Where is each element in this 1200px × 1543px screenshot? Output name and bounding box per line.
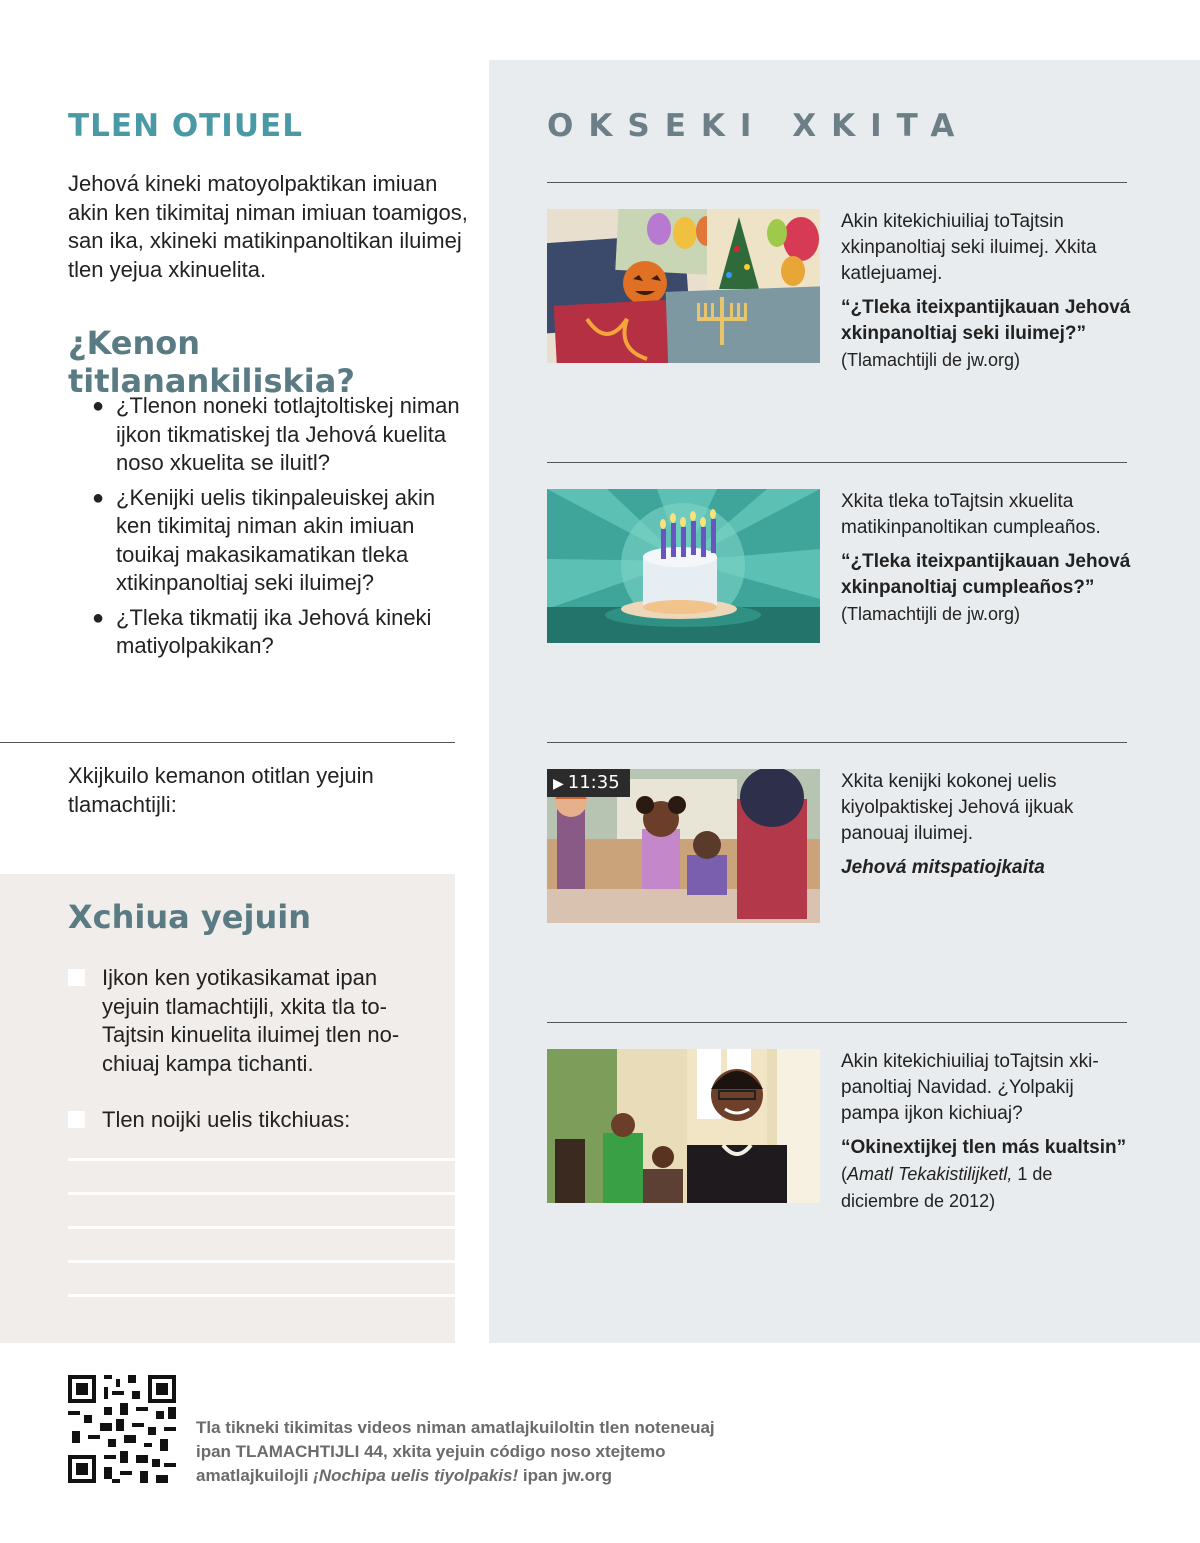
smiling-woman-photo[interactable] [547,1049,820,1203]
writing-line[interactable] [68,1192,455,1195]
bullet-icon: ● [92,395,105,417]
divider [547,182,1127,183]
question-item: ● ¿Kenijki uelis tikinpaleuiskej akin ken tikimitaj niman akin imiuan touikaj makasikamatikan tleka xtikinpanoltiaj seki iluimej? [92,484,436,595]
question-item: ● ¿Tlenon noneki totlajtoltiskej niman ijkon tikmatiskej tla Jehová kuelita noso xkuelita se iluitl? [92,393,460,475]
checkbox[interactable] [68,969,85,986]
writing-line[interactable] [68,1158,455,1161]
divider [547,1022,1127,1023]
questions-list [92,392,462,667]
watch-heading: OKSEKI XKITA [547,108,970,144]
summary-text: Jehová kineki matoyolpaktikan imiuan akin ken tikimitaj niman imiuan toamigos, san ika, xkineki matikinpanoltikan iluimej tlen yejua xkinuelita. [68,171,468,282]
resource-title[interactable]: Jehová mitspatiojkaita [841,857,1045,878]
left-column [0,0,488,1343]
divider [0,742,455,743]
summary-heading: TLEN OTIUEL [68,108,303,144]
questions-heading: ¿Kenon titlanankiliskia? [68,324,355,400]
task-heading: Xchiua yejuin [68,898,311,936]
writing-line[interactable] [68,1260,455,1263]
resource-title[interactable]: “Okinextijkej tlen más kualtsin” [841,1137,1127,1158]
resource-description: Akin kitekichiuiliaj toTajtsin xkinpanoltiaj seki iluimej. Xkita katlejuamej. [841,211,1097,284]
checkbox[interactable] [68,1111,85,1128]
video-duration-badge: ▶ 11:35 [547,769,630,797]
holidays-collage-image[interactable] [547,209,820,363]
divider [547,462,1127,463]
task-item: Tlen noijki uelis tikchiuas: [68,1106,428,1135]
bullet-icon: ● [92,606,105,629]
resource-title[interactable]: “¿Tleka iteixpantijkauan Jehová xkinpanoltiaj seki iluimej?” [841,297,1131,344]
writing-line[interactable] [68,1226,455,1229]
bullet-icon: ● [92,486,105,509]
writing-line[interactable] [68,1294,455,1297]
right-column [489,60,1200,1343]
animated-children-image[interactable] [547,769,820,923]
footer-text: Tla tikneki tikimitas videos niman amatlajkuiloltin tlen noteneuaj ipan TLAMACHTIJLI 44, xkita yejuin código noso xtejtemo amatlajkuilojli ¡Nochipa uelis tiyolpakis! ipan jw.org [196,1418,715,1485]
resource-source: (Tlamachtijli de jw.org) [841,604,1021,624]
resource-source: (Amatl Tekakistilijketl, 1 de diciembre de 2012) [841,1164,1053,1211]
play-icon: ▶ [553,776,564,792]
birthday-cake-image[interactable] [547,489,820,643]
resource-description: Xkita tleka toTajtsin xkuelita matikinpanoltikan cumpleaños. [841,491,1101,538]
resource-source: (Tlamachtijli de jw.org) [841,350,1021,370]
date-prompt: Xkijkuilo kemanon otitlan yejuin tlamachtijli: [68,763,374,817]
divider [547,742,1127,743]
resource-description: Akin kitekichiuiliaj toTajtsin xkipanoltiaj Navidad. ¿Yolpakij pampa ijkon kichiuaj? [841,1051,1099,1124]
resource-description: Xkita kenijki kokonej uelis kiyolpaktiskej Jehová ijkuak panouaj iluimej. [841,771,1074,844]
resource-title[interactable]: “¿Tleka iteixpantijkauan Jehová xkinpanoltiaj cumpleaños?” [841,551,1131,598]
task-item: Ijkon ken yotikasikamat ipan yejuin tlamachtijli, xkita tla toTajtsin kinuelita iluimej tlen nochiuaj kampa tichanti. [68,964,428,1078]
qr-code-icon[interactable] [68,1375,176,1483]
task-box [0,874,455,1343]
question-item: ● ¿Tleka tikmatij ika Jehová kineki matiyolpakikan? [92,604,432,658]
